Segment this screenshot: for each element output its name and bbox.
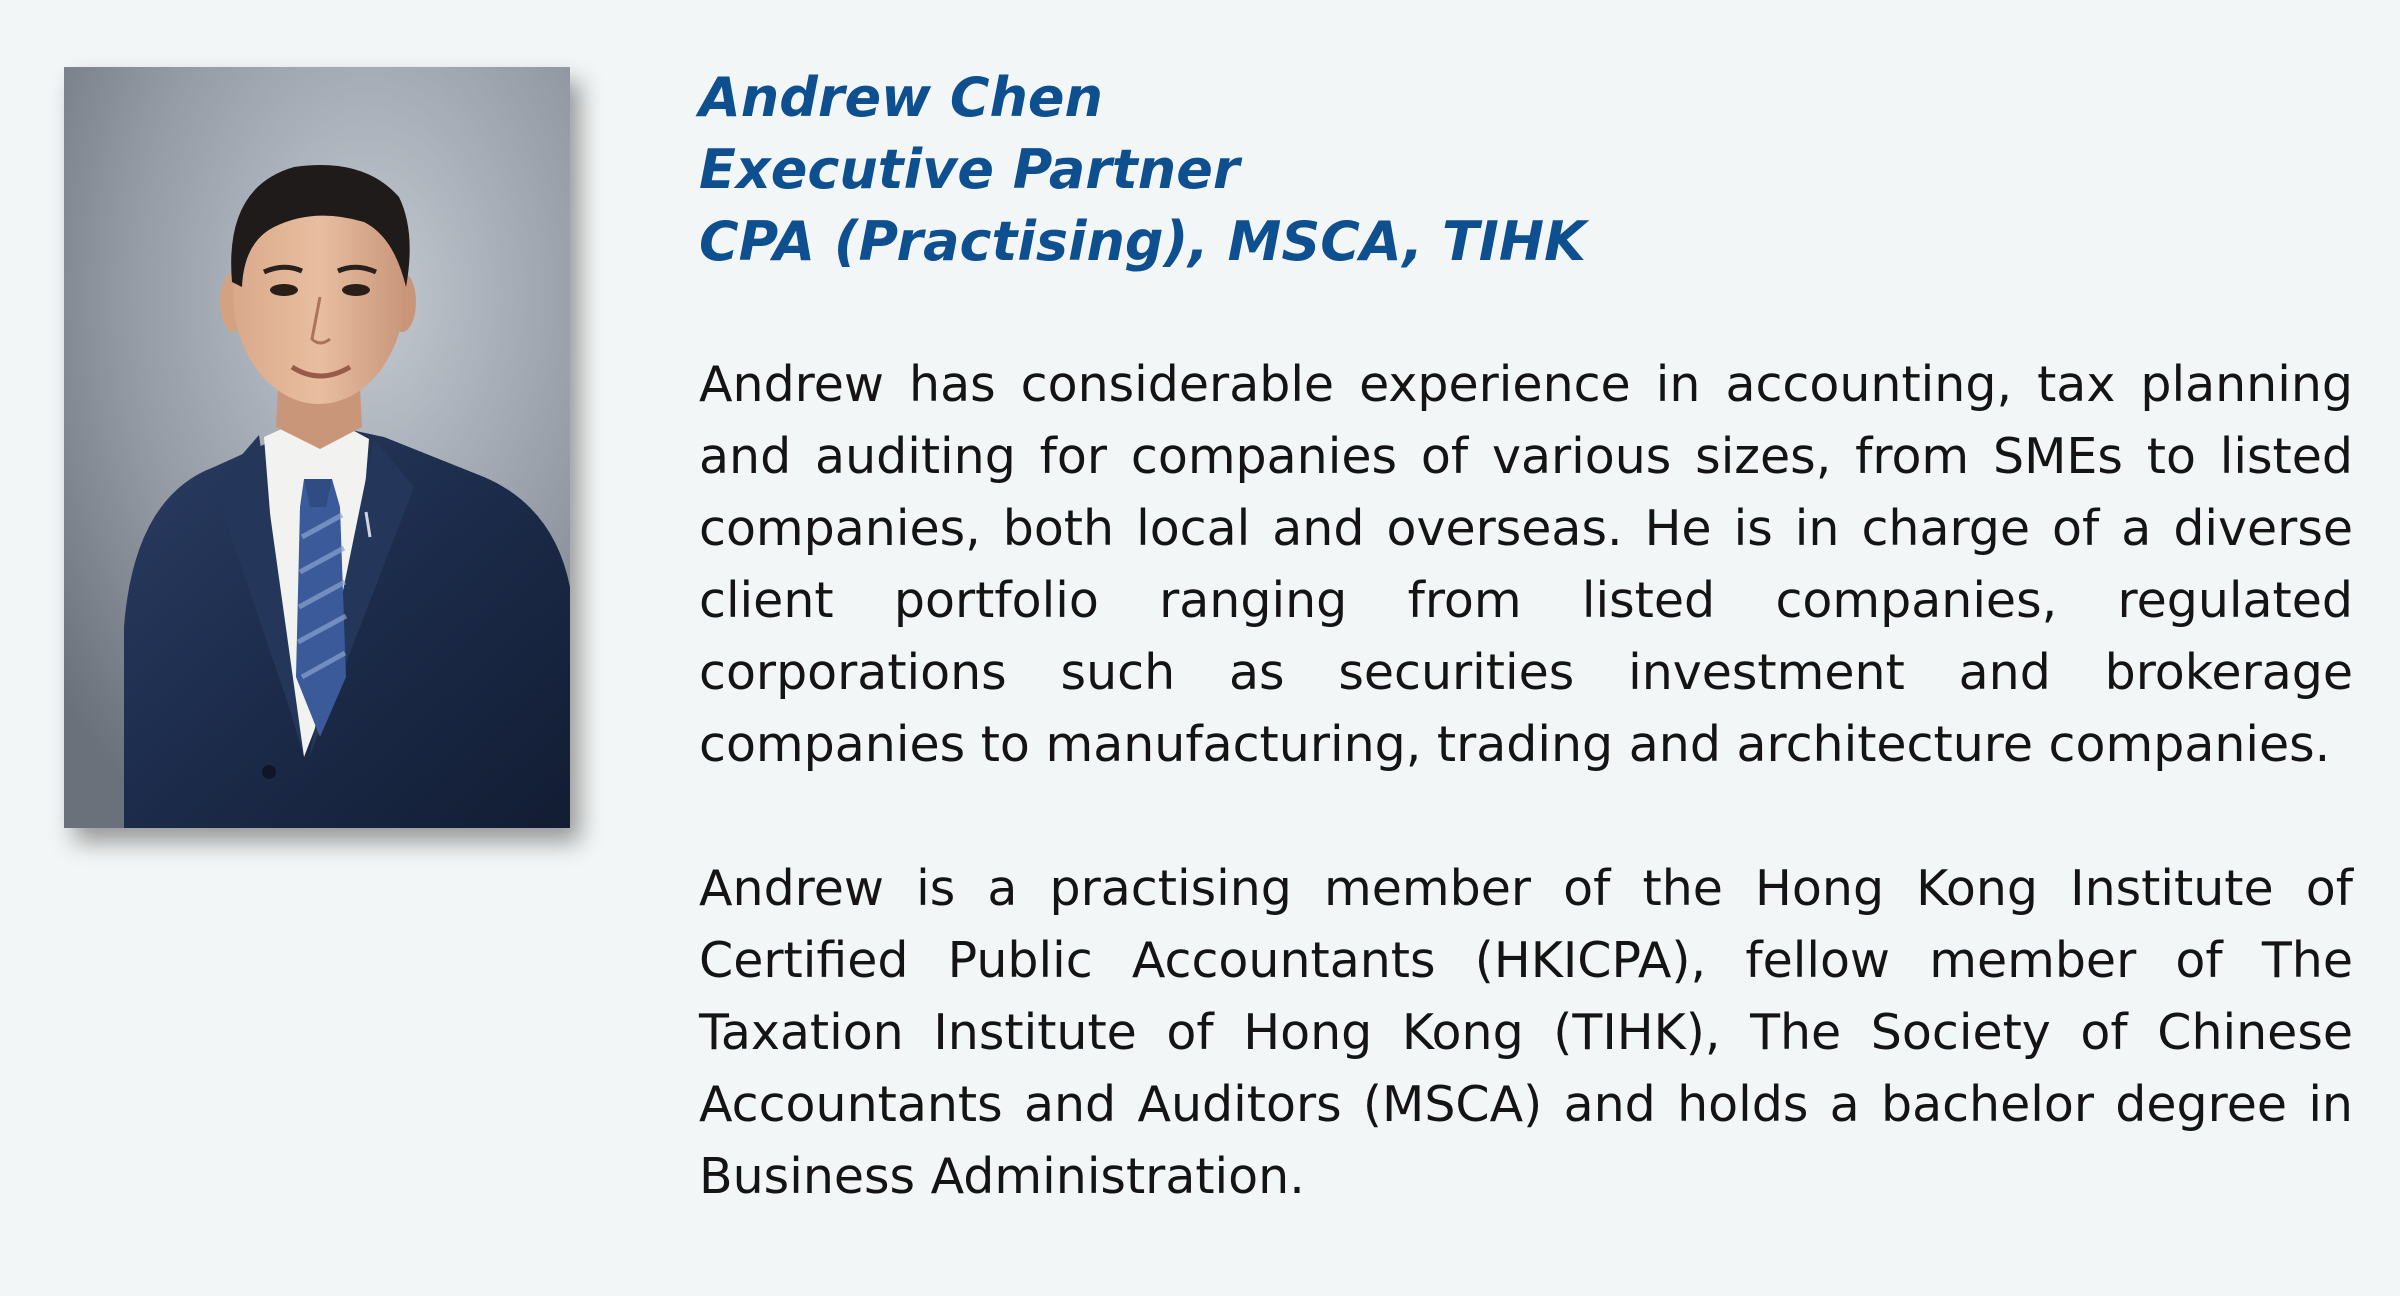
profile-header: [699, 62, 2353, 278]
person-name: Andrew Chen: [699, 66, 1103, 129]
bio-paragraph-experience: Andrew has considerable experience in accounting, tax planning and auditing for companies of various sizes, from SMEs to listed companies, both local and overseas. He is in charge of a diverse client portfolio ranging from listed companies, regulated corporations such as securities investment and brokerage companies to manufacturing, trading and architecture companies.: [699, 356, 2353, 773]
portrait-photo: [64, 67, 570, 828]
person-position: Executive Partner: [699, 138, 1240, 201]
bio-paragraph-memberships: Andrew is a practising member of the Hong Kong Institute of Certified Public Accountants (HKICPA), fellow member of The Taxation Institute of Hong Kong (TIHK), The Society of Chinese Accountants and Auditors (MSCA) and holds a bachelor degree in Business Administration.: [699, 860, 2353, 1205]
profile-content: [699, 62, 2353, 1213]
person-credentials: CPA (Practising), MSCA, TIHK: [699, 210, 1586, 273]
